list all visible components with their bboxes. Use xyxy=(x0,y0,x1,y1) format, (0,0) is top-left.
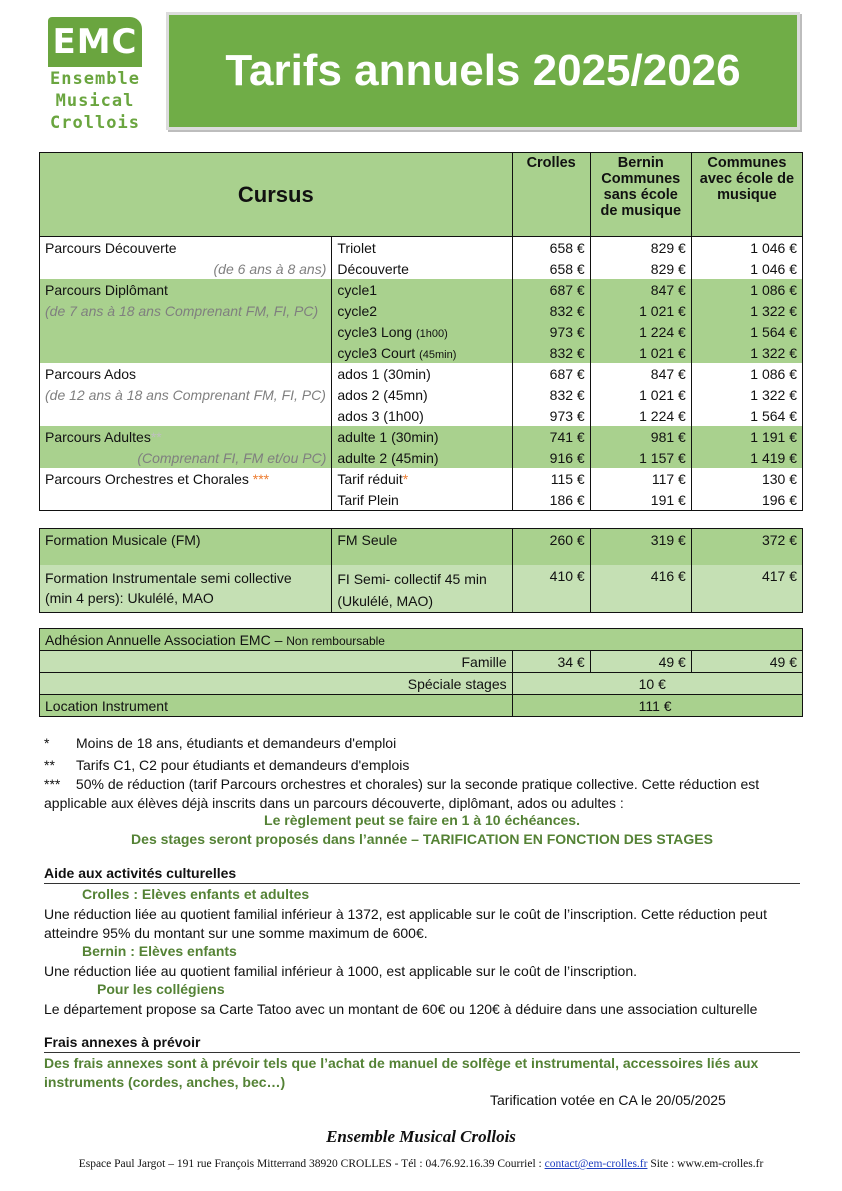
row-type xyxy=(332,468,512,489)
tariff-header-row xyxy=(40,153,803,237)
location-label: Location Instrument xyxy=(40,695,513,717)
footer-contact xyxy=(0,1158,842,1170)
crolles-heading: Crolles : Elèves enfants et adultes xyxy=(82,886,310,902)
row-type: Découverte xyxy=(332,258,512,279)
price-crolles: 973 € xyxy=(512,321,590,342)
crolles-text-line: Une réduction liée au quotient familial inférieur à 1372, est applicable sur le coût de l’inscription. Cette réduction peut xyxy=(44,906,767,922)
price-communes: 49 € xyxy=(691,651,802,673)
row-type: adulte 1 (30min) xyxy=(332,426,512,447)
formation-label-line: Formation Instrumentale semi collective xyxy=(45,569,292,586)
price-communes: 372 € xyxy=(691,529,802,565)
price-communes: 1 419 € xyxy=(691,447,802,468)
vote-date: Tarification votée en CA le 20/05/2025 xyxy=(490,1092,726,1108)
logo-emc-text: EMC xyxy=(48,17,142,67)
table-row xyxy=(40,300,803,321)
table-row xyxy=(40,651,803,673)
crolles-text-line: atteindre 95% du montant sur une somme maximum de 600€. xyxy=(44,925,428,941)
note-3 xyxy=(44,775,800,813)
page-title: Tarifs annuels 2025/2026 xyxy=(225,46,741,95)
price-communes: 1 046 € xyxy=(691,258,802,279)
price-bernin: 319 € xyxy=(590,529,691,565)
price-bernin: 416 € xyxy=(590,565,691,613)
aide-divider xyxy=(44,883,800,884)
frais-title: Frais annexes à prévoir xyxy=(44,1034,201,1050)
row-type-text: Tarif réduit xyxy=(337,470,403,487)
price-communes: 1 322 € xyxy=(691,384,802,405)
frais-text-line: Des frais annexes sont à prévoir tels que l’achat de manuel de solfège et instrumental, accessoires liés aux xyxy=(44,1055,759,1071)
row-type-line: (Ukulélé, MAO) xyxy=(337,592,434,609)
price-crolles: 34 € xyxy=(512,651,590,673)
email-link[interactable]: contact@em-crolles.fr xyxy=(544,1158,648,1170)
price-bernin: 1 021 € xyxy=(590,384,691,405)
famille-label: Famille xyxy=(40,651,513,673)
footer-address: Espace Paul Jargot – 191 rue François Mitterrand 38920 CROLLES - Tél : 04.76.92.16.39 Courriel : xyxy=(78,1158,545,1170)
row-type xyxy=(332,565,512,613)
row-type: cycle1 xyxy=(332,279,512,300)
logo-line-2: Musical xyxy=(55,91,135,111)
adhesion-label xyxy=(40,629,803,651)
row-type-text: cycle3 Court xyxy=(337,344,416,361)
note-mark: *** xyxy=(44,776,61,792)
parcours-label: Parcours Découverte xyxy=(40,237,332,259)
price-communes: 1 322 € xyxy=(691,342,802,363)
college-text: Le département propose sa Carte Tatoo avec un montant de 60€ ou 120€ à déduire dans une association culturelle xyxy=(44,1001,758,1017)
table-row xyxy=(40,405,803,426)
bernin-header: Bernin Communes sans école de musique xyxy=(590,153,691,237)
tariff-table xyxy=(39,152,803,511)
price-communes: 1 086 € xyxy=(691,363,802,384)
formation-label xyxy=(40,565,332,613)
table-row xyxy=(40,695,803,717)
bernin-text: Une réduction liée au quotient familial inférieur à 1000, est applicable sur le coût de l’inscription. xyxy=(44,963,638,979)
adhesion-label-small: Non remboursable xyxy=(286,633,385,648)
price-bernin: 191 € xyxy=(590,489,691,511)
crolles-text xyxy=(44,905,804,943)
table-row xyxy=(40,447,803,468)
row-type: FM Seule xyxy=(332,529,512,565)
price-bernin: 829 € xyxy=(590,237,691,259)
formation-label-line: (min 4 pers): Ukulélé, MAO xyxy=(45,589,214,606)
table-row xyxy=(40,565,803,613)
price-crolles: 658 € xyxy=(512,237,590,259)
table-row xyxy=(40,384,803,405)
crolles-header: Crolles xyxy=(512,153,590,237)
price-bernin: 1 157 € xyxy=(590,447,691,468)
price-communes: 1 564 € xyxy=(691,321,802,342)
communes-header: Communes avec école de musique xyxy=(691,153,802,237)
price-communes: 417 € xyxy=(691,565,802,613)
logo-line-1: Ensemble xyxy=(50,69,140,89)
stages-price: 10 € xyxy=(512,673,802,695)
stages-label: Spéciale stages xyxy=(40,673,513,695)
note-mark: ** xyxy=(44,757,55,773)
title-banner xyxy=(166,12,800,130)
price-crolles: 916 € xyxy=(512,447,590,468)
table-row xyxy=(40,426,803,447)
price-bernin: 847 € xyxy=(590,363,691,384)
duration-note: (45min) xyxy=(419,348,457,361)
table-row xyxy=(40,363,803,384)
parcours-label xyxy=(40,468,332,489)
location-price: 111 € xyxy=(512,695,802,717)
parcours-sub: (de 12 ans à 18 ans Comprenant FM, FI, PC) xyxy=(40,384,332,405)
table-row xyxy=(40,342,803,363)
price-communes: 1 322 € xyxy=(691,300,802,321)
price-crolles: 410 € xyxy=(512,565,590,613)
duration-note: (1h00) xyxy=(415,327,448,340)
table-row xyxy=(40,321,803,342)
note-text: applicable aux élèves déjà inscrits dans un parcours découverte, diplômant, ados ou adultes : xyxy=(44,795,624,811)
row-type xyxy=(332,342,512,363)
price-crolles: 260 € xyxy=(512,529,590,565)
price-bernin: 1 224 € xyxy=(590,321,691,342)
price-crolles: 115 € xyxy=(512,468,590,489)
college-heading: Pour les collégiens xyxy=(97,981,225,997)
frais-divider xyxy=(44,1052,800,1053)
price-bernin: 117 € xyxy=(590,468,691,489)
note-2 xyxy=(44,756,410,775)
price-communes: 1 564 € xyxy=(691,405,802,426)
parcours-sub: (de 6 ans à 8 ans) xyxy=(40,258,332,279)
price-crolles: 658 € xyxy=(512,258,590,279)
price-communes: 196 € xyxy=(691,489,802,511)
parcours-sub: (de 7 ans à 18 ans Comprenant FM, FI, PC) xyxy=(40,300,332,321)
price-communes: 1 191 € xyxy=(691,426,802,447)
table-row xyxy=(40,258,803,279)
price-crolles: 832 € xyxy=(512,342,590,363)
price-crolles: 973 € xyxy=(512,405,590,426)
parcours-label-text: Parcours Orchestres et Chorales xyxy=(45,470,249,487)
logo-line-3: Crollois xyxy=(50,113,140,133)
parcours-label-text: Parcours Adultes xyxy=(45,428,151,445)
price-bernin: 1 021 € xyxy=(590,300,691,321)
price-bernin: 981 € xyxy=(590,426,691,447)
price-bernin: 1 021 € xyxy=(590,342,691,363)
table-row xyxy=(40,237,803,259)
price-bernin: 1 224 € xyxy=(590,405,691,426)
table-row xyxy=(40,489,803,511)
frais-text xyxy=(44,1054,804,1092)
table-row xyxy=(40,529,803,565)
row-type: Tarif Plein xyxy=(332,489,512,511)
row-type: ados 3 (1h00) xyxy=(332,405,512,426)
emc-logo xyxy=(48,17,142,135)
row-type-text: cycle3 Long xyxy=(337,323,413,340)
note-text: Tarifs C1, C2 pour étudiants et demandeurs d'emplois xyxy=(76,757,410,773)
table-row xyxy=(40,279,803,300)
price-bernin: 847 € xyxy=(590,279,691,300)
note-mark: * xyxy=(44,735,50,751)
parcours-label: Parcours Diplômant xyxy=(40,279,332,300)
price-communes: 130 € xyxy=(691,468,802,489)
row-type-line: FI Semi- collectif 45 min xyxy=(337,570,487,587)
row-type xyxy=(332,321,512,342)
stages-note: Des stages seront proposés dans l’année – TARIFICATION EN FONCTION DES STAGES xyxy=(131,831,713,847)
note-1 xyxy=(44,734,397,753)
price-communes: 1 086 € xyxy=(691,279,802,300)
table-row xyxy=(40,468,803,489)
row-type: Triolet xyxy=(332,237,512,259)
price-crolles: 832 € xyxy=(512,300,590,321)
price-crolles: 832 € xyxy=(512,384,590,405)
adhesion-label-text: Adhésion Annuelle Association EMC – xyxy=(45,631,283,648)
frais-text-line: instruments (cordes, anches, bec…) xyxy=(44,1074,286,1090)
formation-label: Formation Musicale (FM) xyxy=(40,529,332,565)
payment-note: Le règlement peut se faire en 1 à 10 échéances. xyxy=(264,812,580,828)
row-type: ados 2 (45mn) xyxy=(332,384,512,405)
footer-site: Site : www.em-crolles.fr xyxy=(647,1158,764,1170)
footnote-mark: ** xyxy=(150,428,162,445)
formation-table xyxy=(39,528,803,613)
price-crolles: 687 € xyxy=(512,363,590,384)
row-type: ados 1 (30min) xyxy=(332,363,512,384)
row-type: adulte 2 (45min) xyxy=(332,447,512,468)
cursus-header: Cursus xyxy=(40,153,513,237)
note-text: Moins de 18 ans, étudiants et demandeurs d'emploi xyxy=(76,735,397,751)
adhesion-table xyxy=(39,628,803,717)
price-bernin: 829 € xyxy=(590,258,691,279)
note-text: 50% de réduction (tarif Parcours orchestres et chorales) sur la seconde pratique collective. Cette réduction est xyxy=(75,776,760,792)
row-type: cycle2 xyxy=(332,300,512,321)
price-crolles: 186 € xyxy=(512,489,590,511)
table-row xyxy=(40,673,803,695)
aide-title: Aide aux activités culturelles xyxy=(44,865,237,881)
parcours-sub: (Comprenant FI, FM et/ou PC) xyxy=(40,447,332,468)
price-communes: 1 046 € xyxy=(691,237,802,259)
price-crolles: 687 € xyxy=(512,279,590,300)
price-crolles: 741 € xyxy=(512,426,590,447)
parcours-label xyxy=(40,426,332,447)
table-row xyxy=(40,629,803,651)
bernin-heading: Bernin : Elèves enfants xyxy=(82,943,237,959)
footnote-mark: * xyxy=(402,470,409,487)
footer-name: Ensemble Musical Crollois xyxy=(326,1127,516,1146)
footnote-mark: *** xyxy=(252,470,270,487)
price-bernin: 49 € xyxy=(590,651,691,673)
parcours-label: Parcours Ados xyxy=(40,363,332,384)
